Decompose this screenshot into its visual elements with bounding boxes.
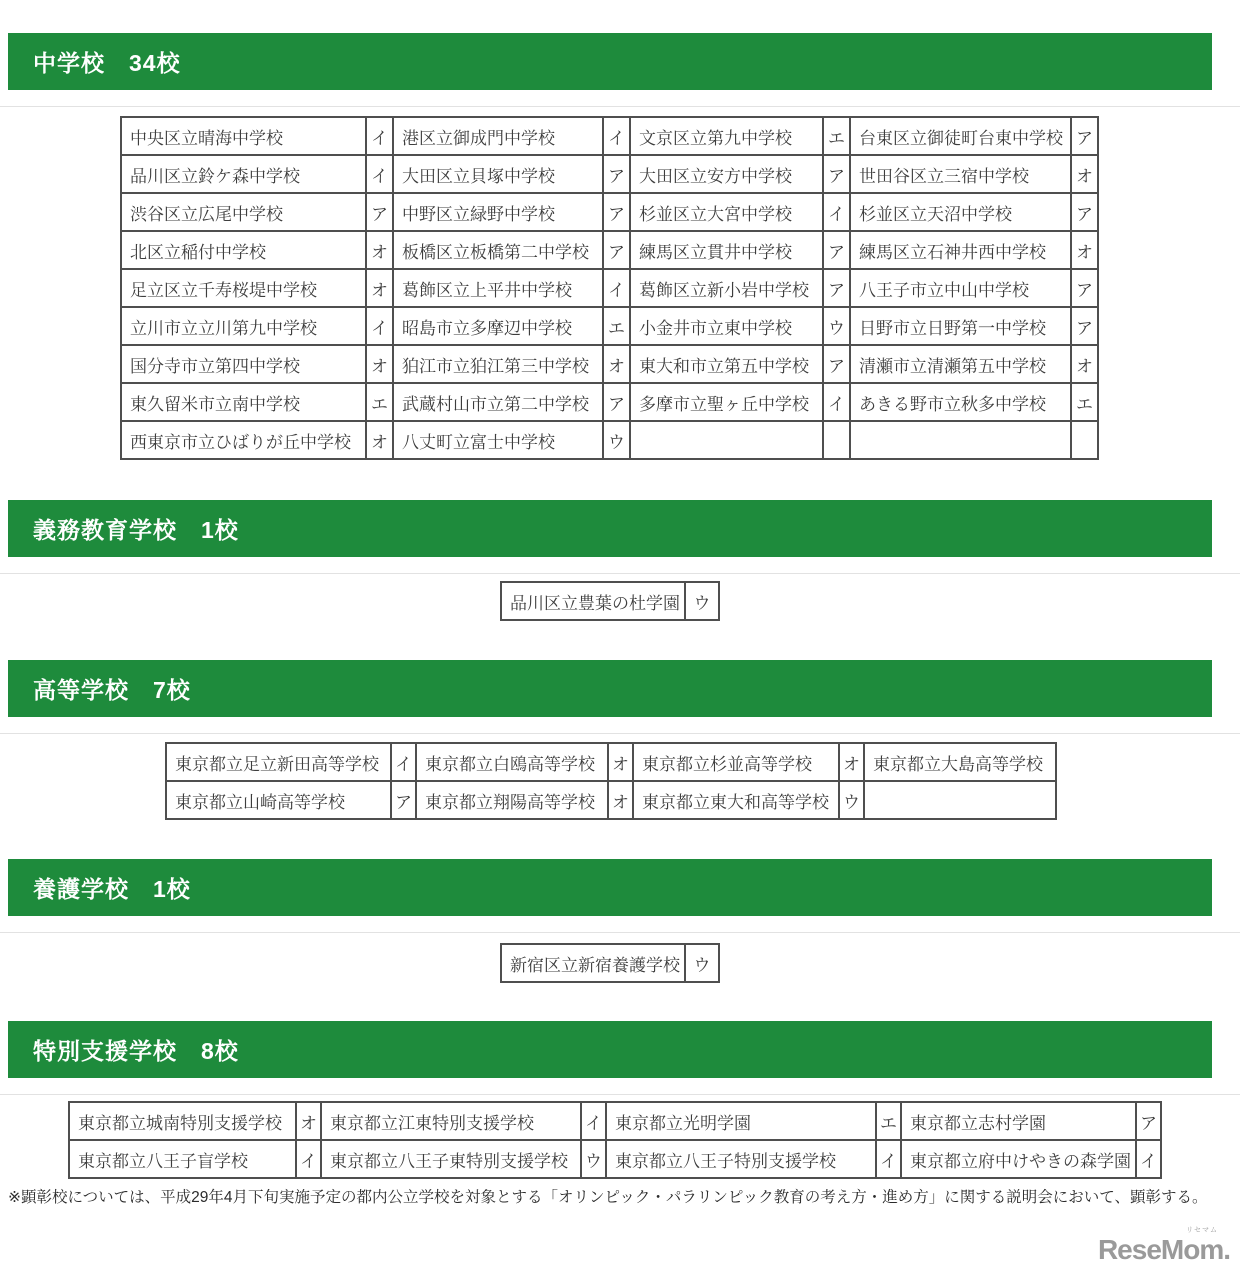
table-row	[121, 193, 1098, 231]
high-school-table	[165, 742, 1240, 820]
school-name-cell: 練馬区立石神井西中学校	[850, 231, 1071, 269]
recognition-mark-cell: ア	[1071, 307, 1098, 345]
recognition-mark-cell: ア	[1071, 269, 1098, 307]
recognition-mark-cell: エ	[603, 307, 630, 345]
table-row	[121, 269, 1098, 307]
recognition-mark-cell: ア	[823, 155, 850, 193]
section-title-junior-high: 中学校 34校	[33, 50, 181, 76]
school-name-cell: 渋谷区立広尾中学校	[121, 193, 366, 231]
school-name-cell: 世田谷区立三宿中学校	[850, 155, 1071, 193]
recognition-mark-cell: ア	[603, 383, 630, 421]
recognition-mark-cell: イ	[823, 383, 850, 421]
school-name-cell: 葛飾区立新小岩中学校	[630, 269, 823, 307]
school-name-cell: 日野市立日野第一中学校	[850, 307, 1071, 345]
divider	[0, 932, 1240, 933]
recognition-mark-cell: ウ	[685, 582, 719, 620]
school-name-cell: 新宿区立新宿養護学校	[501, 944, 685, 982]
school-name-cell: 小金井市立東中学校	[630, 307, 823, 345]
recognition-mark-cell: イ	[1136, 1140, 1161, 1178]
table-row	[69, 1102, 1161, 1140]
school-name-cell: 東京都立足立新田高等学校	[166, 743, 391, 781]
section-header-compulsory-education	[8, 500, 1212, 557]
school-name-cell: 台東区立御徒町台東中学校	[850, 117, 1071, 155]
school-table	[120, 116, 1099, 460]
divider	[0, 573, 1240, 574]
school-name-cell	[630, 421, 823, 459]
school-table	[500, 943, 720, 983]
school-name-cell: 狛江市立狛江第三中学校	[393, 345, 603, 383]
recognition-mark-cell: エ	[876, 1102, 901, 1140]
recognition-mark-cell: ア	[603, 231, 630, 269]
table-row	[69, 1140, 1161, 1178]
resemom-logo	[1098, 1227, 1230, 1265]
recognition-mark-cell: ア	[391, 781, 416, 819]
compulsory-education-school-table	[500, 581, 1240, 621]
recognition-mark-cell: オ	[366, 269, 393, 307]
school-name-cell: 中野区立緑野中学校	[393, 193, 603, 231]
table-row	[501, 582, 719, 620]
recognition-mark-cell: イ	[603, 117, 630, 155]
recognition-mark-cell: ア	[603, 155, 630, 193]
table-row	[121, 117, 1098, 155]
school-name-cell: 東京都立城南特別支援学校	[69, 1102, 296, 1140]
school-name-cell: 杉並区立大宮中学校	[630, 193, 823, 231]
school-name-cell: 東京都立志村学園	[901, 1102, 1136, 1140]
recognition-mark-cell: イ	[876, 1140, 901, 1178]
school-table	[500, 581, 720, 621]
recognition-mark-cell: ア	[1071, 117, 1098, 155]
school-name-cell: 東京都立山崎高等学校	[166, 781, 391, 819]
school-name-cell: 板橋区立板橋第二中学校	[393, 231, 603, 269]
recognition-mark-cell: オ	[1071, 155, 1098, 193]
table-row	[121, 155, 1098, 193]
school-name-cell: 北区立稲付中学校	[121, 231, 366, 269]
school-name-cell: 練馬区立貫井中学校	[630, 231, 823, 269]
school-name-cell: 東京都立杉並高等学校	[633, 743, 839, 781]
school-name-cell: 品川区立鈴ケ森中学校	[121, 155, 366, 193]
recognition-mark-cell: ア	[823, 231, 850, 269]
school-table	[68, 1101, 1162, 1179]
table-row	[121, 383, 1098, 421]
school-name-cell: 八丈町立富士中学校	[393, 421, 603, 459]
recognition-mark-cell: イ	[366, 307, 393, 345]
table-row	[166, 781, 1056, 819]
recognition-mark-cell: オ	[366, 421, 393, 459]
recognition-mark-cell: イ	[366, 117, 393, 155]
school-name-cell: 東京都立大島高等学校	[864, 743, 1056, 781]
recognition-mark-cell: イ	[366, 155, 393, 193]
recognition-mark-cell: オ	[603, 345, 630, 383]
school-name-cell: 清瀬市立清瀬第五中学校	[850, 345, 1071, 383]
school-name-cell: 国分寺市立第四中学校	[121, 345, 366, 383]
recognition-mark-cell: エ	[1071, 383, 1098, 421]
junior-high-school-table	[120, 116, 1240, 460]
school-name-cell: 東京都立東大和高等学校	[633, 781, 839, 819]
recognition-mark-cell: ア	[366, 193, 393, 231]
school-name-cell: あきる野市立秋多中学校	[850, 383, 1071, 421]
section-title-high-school: 高等学校 7校	[33, 677, 191, 703]
school-name-cell: 東京都立八王子東特別支援学校	[321, 1140, 581, 1178]
school-name-cell: 中央区立晴海中学校	[121, 117, 366, 155]
recognition-mark-cell: エ	[366, 383, 393, 421]
school-name-cell: 東京都立白鴎高等学校	[416, 743, 608, 781]
recognition-mark-cell: ア	[823, 269, 850, 307]
recognition-mark-cell: イ	[581, 1102, 606, 1140]
footnote-text: ※顕彰校については、平成29年4月下旬実施予定の都内公立学校を対象とする「オリンピック・パラリンピック教育の考え方・進め方」に関する説明会において、顕彰する。	[8, 1189, 1208, 1206]
table-row	[121, 421, 1098, 459]
school-name-cell: 多摩市立聖ヶ丘中学校	[630, 383, 823, 421]
table-row	[121, 231, 1098, 269]
table-row	[121, 345, 1098, 383]
section-title-yogo-school: 養護学校 1校	[33, 876, 191, 902]
resemom-logo-ruby: リセマム	[1186, 1227, 1218, 1234]
resemom-logo-text: ReseMom.	[1097, 1234, 1230, 1265]
school-name-cell: 葛飾区立上平井中学校	[393, 269, 603, 307]
recognition-mark-cell: オ	[366, 345, 393, 383]
recognition-mark-cell: エ	[823, 117, 850, 155]
school-name-cell: 立川市立立川第九中学校	[121, 307, 366, 345]
recognition-mark-cell: ウ	[839, 781, 864, 819]
recognition-mark-cell: オ	[1071, 345, 1098, 383]
section-header-yogo-school	[8, 859, 1212, 916]
school-name-cell: 武蔵村山市立第二中学校	[393, 383, 603, 421]
section-header-special-support	[8, 1021, 1212, 1078]
school-name-cell: 東京都立府中けやきの森学園	[901, 1140, 1136, 1178]
divider	[0, 733, 1240, 734]
recognition-mark-cell: オ	[839, 743, 864, 781]
recognition-mark-cell: ウ	[823, 307, 850, 345]
school-name-cell: 東大和市立第五中学校	[630, 345, 823, 383]
recognition-mark-cell	[1071, 421, 1098, 459]
table-row	[501, 944, 719, 982]
recognition-mark-cell	[823, 421, 850, 459]
school-name-cell: 東京都立江東特別支援学校	[321, 1102, 581, 1140]
section-title-compulsory-education: 義務教育学校 1校	[33, 517, 239, 543]
school-name-cell: 八王子市立中山中学校	[850, 269, 1071, 307]
school-name-cell: 大田区立安方中学校	[630, 155, 823, 193]
recognition-mark-cell: イ	[823, 193, 850, 231]
school-name-cell: 昭島市立多摩辺中学校	[393, 307, 603, 345]
yogo-school-table	[500, 943, 1240, 983]
recognition-mark-cell: ア	[603, 193, 630, 231]
school-name-cell: 港区立御成門中学校	[393, 117, 603, 155]
recognition-mark-cell: ウ	[581, 1140, 606, 1178]
recognition-mark-cell: ア	[1136, 1102, 1161, 1140]
recognition-mark-cell: ウ	[603, 421, 630, 459]
recognition-mark-cell: イ	[603, 269, 630, 307]
recognition-mark-cell: オ	[608, 781, 633, 819]
school-name-cell: 東京都立翔陽高等学校	[416, 781, 608, 819]
recognition-mark-cell: イ	[296, 1140, 321, 1178]
recognition-mark-cell: オ	[1071, 231, 1098, 269]
section-header-junior-high	[8, 33, 1212, 90]
divider	[0, 1094, 1240, 1095]
recognition-mark-cell: オ	[608, 743, 633, 781]
school-name-cell: 大田区立貝塚中学校	[393, 155, 603, 193]
school-name-cell: 品川区立豊葉の杜学園	[501, 582, 685, 620]
school-name-cell	[850, 421, 1071, 459]
recognition-mark-cell: ア	[823, 345, 850, 383]
school-name-cell: 東久留米市立南中学校	[121, 383, 366, 421]
special-support-school-table	[68, 1101, 1240, 1179]
table-row	[121, 307, 1098, 345]
recognition-mark-cell: ア	[1071, 193, 1098, 231]
recognition-mark-cell: オ	[366, 231, 393, 269]
table-row	[166, 743, 1056, 781]
section-title-special-support: 特別支援学校 8校	[33, 1038, 239, 1064]
school-name-cell: 西東京市立ひばりが丘中学校	[121, 421, 366, 459]
school-name-cell: 足立区立千寿桜堤中学校	[121, 269, 366, 307]
school-name-cell	[864, 781, 1056, 819]
recognition-mark-cell: オ	[296, 1102, 321, 1140]
section-header-high-school	[8, 660, 1212, 717]
school-name-cell: 文京区立第九中学校	[630, 117, 823, 155]
school-name-cell: 東京都立光明学園	[606, 1102, 876, 1140]
recognition-mark-cell: イ	[391, 743, 416, 781]
school-name-cell: 杉並区立天沼中学校	[850, 193, 1071, 231]
school-name-cell: 東京都立八王子盲学校	[69, 1140, 296, 1178]
divider	[0, 106, 1240, 107]
school-name-cell: 東京都立八王子特別支援学校	[606, 1140, 876, 1178]
school-table	[165, 742, 1057, 820]
recognition-mark-cell: ウ	[685, 944, 719, 982]
